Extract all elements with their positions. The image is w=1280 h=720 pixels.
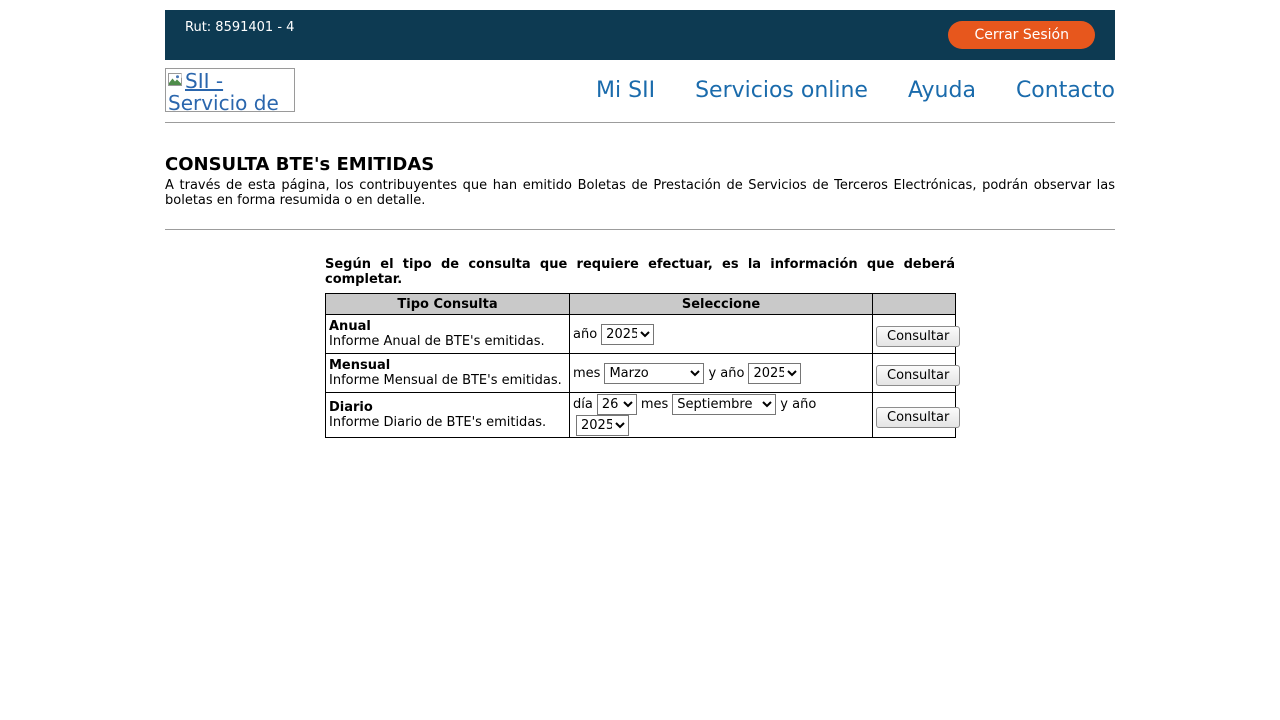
row-title-mensual: Mensual — [329, 358, 391, 373]
logout-button[interactable]: Cerrar Sesión — [948, 21, 1095, 49]
diario-month-select[interactable] — [672, 394, 776, 415]
nav-ayuda[interactable]: Ayuda — [907, 77, 976, 103]
diario-year-label: y año — [780, 397, 817, 412]
table-header-row — [326, 294, 956, 315]
mensual-month-label: mes — [573, 365, 601, 381]
diario-day-label: día — [573, 397, 593, 412]
anual-year-select[interactable] — [601, 324, 654, 345]
nav-mi-sii[interactable]: Mi SII — [596, 77, 656, 103]
site-header — [165, 68, 1115, 112]
header-seleccione: Seleccione — [570, 294, 873, 315]
mensual-select-cell — [570, 354, 873, 393]
mensual-consultar-button[interactable]: Consultar — [876, 365, 960, 386]
nav-servicios-online[interactable]: Servicios online — [695, 77, 868, 103]
anual-select-cell — [570, 315, 873, 354]
row-desc-diario: Informe Diario de BTE's emitidas. — [329, 415, 547, 430]
row-desc-anual: Informe Anual de BTE's emitidas. — [329, 334, 545, 349]
table-row-mensual — [326, 354, 956, 393]
consulta-section — [325, 257, 955, 438]
row-title-anual: Anual — [329, 319, 371, 334]
logo-alt-text: SII - Servicio de — [168, 69, 279, 112]
broken-image-icon — [168, 73, 184, 88]
diario-action-cell — [873, 393, 956, 438]
consulta-table — [325, 293, 956, 438]
tipo-diario-cell — [326, 393, 570, 438]
topbar — [165, 10, 1115, 60]
header-empty — [873, 294, 956, 315]
anual-consultar-button[interactable]: Consultar — [876, 326, 960, 347]
row-desc-mensual: Informe Mensual de BTE's emitidas. — [329, 373, 562, 388]
tipo-anual-cell — [326, 315, 570, 354]
table-row-anual — [326, 315, 956, 354]
diario-month-label: mes — [640, 397, 669, 412]
table-row-diario — [326, 393, 956, 438]
page-title: CONSULTA BTE's EMITIDAS — [165, 154, 435, 175]
mensual-year-label: y año — [708, 365, 745, 381]
header-tipo-consulta: Tipo Consulta — [326, 294, 570, 315]
row-title-diario: Diario — [329, 400, 373, 415]
anual-year-label: año — [573, 326, 598, 342]
mensual-action-cell — [873, 354, 956, 393]
mensual-month-select[interactable] — [604, 363, 704, 384]
header-divider — [165, 122, 1115, 123]
anual-action-cell — [873, 315, 956, 354]
diario-year-select[interactable] — [576, 415, 629, 436]
diario-consultar-button[interactable]: Consultar — [876, 407, 960, 428]
nav-contacto[interactable]: Contacto — [1015, 77, 1115, 103]
sii-logo-broken-image[interactable] — [165, 68, 295, 112]
diario-select-cell — [570, 393, 873, 438]
section-divider — [165, 229, 1115, 230]
diario-day-select[interactable] — [597, 394, 637, 415]
tipo-mensual-cell — [326, 354, 570, 393]
rut-label: Rut: 8591401 - 4 — [185, 20, 295, 35]
instruction-text: Según el tipo de consulta que requiere efectuar, es la información que deberá completar. — [325, 257, 955, 287]
mensual-year-select[interactable] — [748, 363, 801, 384]
page-description: A través de esta página, los contribuyentes que han emitido Boletas de Prestación de Servicios de Terceros Electrónicas, podrán observar las boletas en forma resumida o en detalle. — [165, 178, 1115, 208]
main-nav — [596, 78, 1115, 103]
